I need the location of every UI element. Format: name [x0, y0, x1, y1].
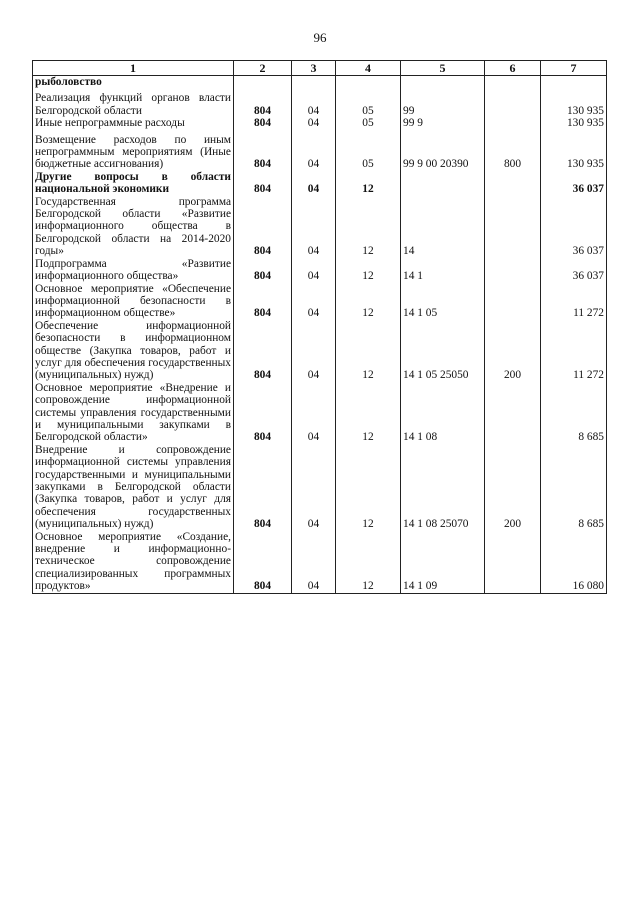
cell-subsection: 12	[336, 258, 401, 283]
cell-section	[292, 76, 336, 89]
cell-amount: 36 037	[541, 171, 607, 196]
row-name: Возмещение расходов по иным непрограммным мероприятиям (Иные бюджетные ассигнования)	[33, 130, 234, 171]
row-name: Подпрограмма «Развитие информационного общества»	[33, 258, 234, 283]
row-name: Государственная программа Белгородской области «Развитие информационного общества в Белгородской области на 2014-2020 годы»	[33, 196, 234, 258]
table-row	[33, 283, 607, 320]
table-row	[33, 171, 607, 196]
table-row	[33, 382, 607, 444]
cell-amount	[541, 76, 607, 89]
cell-target-article: 14	[401, 196, 485, 258]
cell-amount: 36 037	[541, 258, 607, 283]
cell-ministry: 804	[234, 130, 292, 171]
cell-amount: 16 080	[541, 531, 607, 594]
cell-amount: 11 272	[541, 283, 607, 320]
cell-target-article: 14 1 08 25070	[401, 444, 485, 531]
cell-section: 04	[292, 283, 336, 320]
column-header: 4	[336, 61, 401, 76]
row-name: Иные непрограммные расходы	[33, 117, 234, 129]
cell-expense-type: 200	[485, 444, 541, 531]
cell-expense-type: 800	[485, 130, 541, 171]
cell-ministry: 804	[234, 258, 292, 283]
cell-subsection: 12	[336, 444, 401, 531]
cell-target-article: 14 1 08	[401, 382, 485, 444]
page-number: 96	[313, 30, 327, 45]
cell-expense-type	[485, 382, 541, 444]
cell-section: 04	[292, 382, 336, 444]
cell-ministry: 804	[234, 444, 292, 531]
budget-table	[32, 60, 607, 594]
cell-ministry: 804	[234, 88, 292, 117]
row-name: Другие вопросы в области национальной экономики	[33, 171, 234, 196]
column-header: 1	[33, 61, 234, 76]
cell-target-article: 14 1 05 25050	[401, 320, 485, 382]
row-name: Реализация функций органов власти Белгородской области	[33, 88, 234, 117]
cell-section: 04	[292, 258, 336, 283]
table-row	[33, 76, 607, 89]
cell-expense-type	[485, 531, 541, 594]
cell-ministry: 804	[234, 196, 292, 258]
cell-subsection: 12	[336, 283, 401, 320]
cell-subsection: 05	[336, 88, 401, 117]
cell-ministry: 804	[234, 320, 292, 382]
cell-target-article	[401, 171, 485, 196]
cell-target-article: 99	[401, 88, 485, 117]
table-row	[33, 196, 607, 258]
column-header: 2	[234, 61, 292, 76]
row-name: рыболовство	[33, 76, 234, 89]
cell-target-article: 99 9 00 20390	[401, 130, 485, 171]
cell-ministry: 804	[234, 531, 292, 594]
cell-subsection: 12	[336, 171, 401, 196]
cell-section: 04	[292, 171, 336, 196]
table-row	[33, 531, 607, 594]
cell-subsection: 05	[336, 130, 401, 171]
cell-section: 04	[292, 320, 336, 382]
cell-subsection: 12	[336, 531, 401, 594]
table-row	[33, 88, 607, 117]
cell-expense-type	[485, 196, 541, 258]
cell-ministry: 804	[234, 382, 292, 444]
cell-section: 04	[292, 196, 336, 258]
cell-section: 04	[292, 117, 336, 129]
row-name: Внедрение и сопровождение информационной системы управления государственными и муниципальными закупками в Белгородской области (Закупка товаров, работ и услуг для обеспечения государственных (муниципальных) нужд)	[33, 444, 234, 531]
table-row	[33, 320, 607, 382]
cell-target-article: 99 9	[401, 117, 485, 129]
cell-amount: 130 935	[541, 130, 607, 171]
cell-subsection	[336, 76, 401, 89]
cell-amount: 8 685	[541, 382, 607, 444]
cell-section: 04	[292, 130, 336, 171]
cell-subsection: 05	[336, 117, 401, 129]
table-row	[33, 444, 607, 531]
cell-section: 04	[292, 88, 336, 117]
cell-subsection: 12	[336, 382, 401, 444]
cell-target-article	[401, 76, 485, 89]
cell-amount: 130 935	[541, 117, 607, 129]
column-header: 5	[401, 61, 485, 76]
table-row	[33, 130, 607, 171]
cell-ministry: 804	[234, 171, 292, 196]
cell-target-article: 14 1 09	[401, 531, 485, 594]
cell-expense-type	[485, 76, 541, 89]
table-row	[33, 117, 607, 129]
table-row	[33, 258, 607, 283]
cell-ministry: 804	[234, 283, 292, 320]
row-name: Обеспечение информационной безопасности в информационном обществе (Закупка товаров, работ и услуг для обеспечения государственных (муниципальных) нужд)	[33, 320, 234, 382]
cell-subsection: 12	[336, 196, 401, 258]
cell-expense-type: 200	[485, 320, 541, 382]
cell-target-article: 14 1 05	[401, 283, 485, 320]
column-header: 3	[292, 61, 336, 76]
row-name: Основное мероприятие «Внедрение и сопровождение информационной системы управления государственными и муниципальными закупками в Белгородской области»	[33, 382, 234, 444]
row-name: Основное мероприятие «Создание, внедрение и информационно-техническое сопровождение специализированных программных продуктов»	[33, 531, 234, 594]
cell-expense-type	[485, 117, 541, 129]
cell-amount: 130 935	[541, 88, 607, 117]
cell-expense-type	[485, 283, 541, 320]
cell-expense-type	[485, 171, 541, 196]
cell-section: 04	[292, 531, 336, 594]
column-header: 6	[485, 61, 541, 76]
row-name: Основное мероприятие «Обеспечение информационной безопасности в информационном обществе»	[33, 283, 234, 320]
cell-ministry: 804	[234, 117, 292, 129]
cell-amount: 36 037	[541, 196, 607, 258]
cell-section: 04	[292, 444, 336, 531]
column-header: 7	[541, 61, 607, 76]
table-header-row	[33, 61, 607, 76]
cell-expense-type	[485, 88, 541, 117]
cell-expense-type	[485, 258, 541, 283]
cell-amount: 8 685	[541, 444, 607, 531]
cell-amount: 11 272	[541, 320, 607, 382]
cell-target-article: 14 1	[401, 258, 485, 283]
cell-ministry	[234, 76, 292, 89]
cell-subsection: 12	[336, 320, 401, 382]
